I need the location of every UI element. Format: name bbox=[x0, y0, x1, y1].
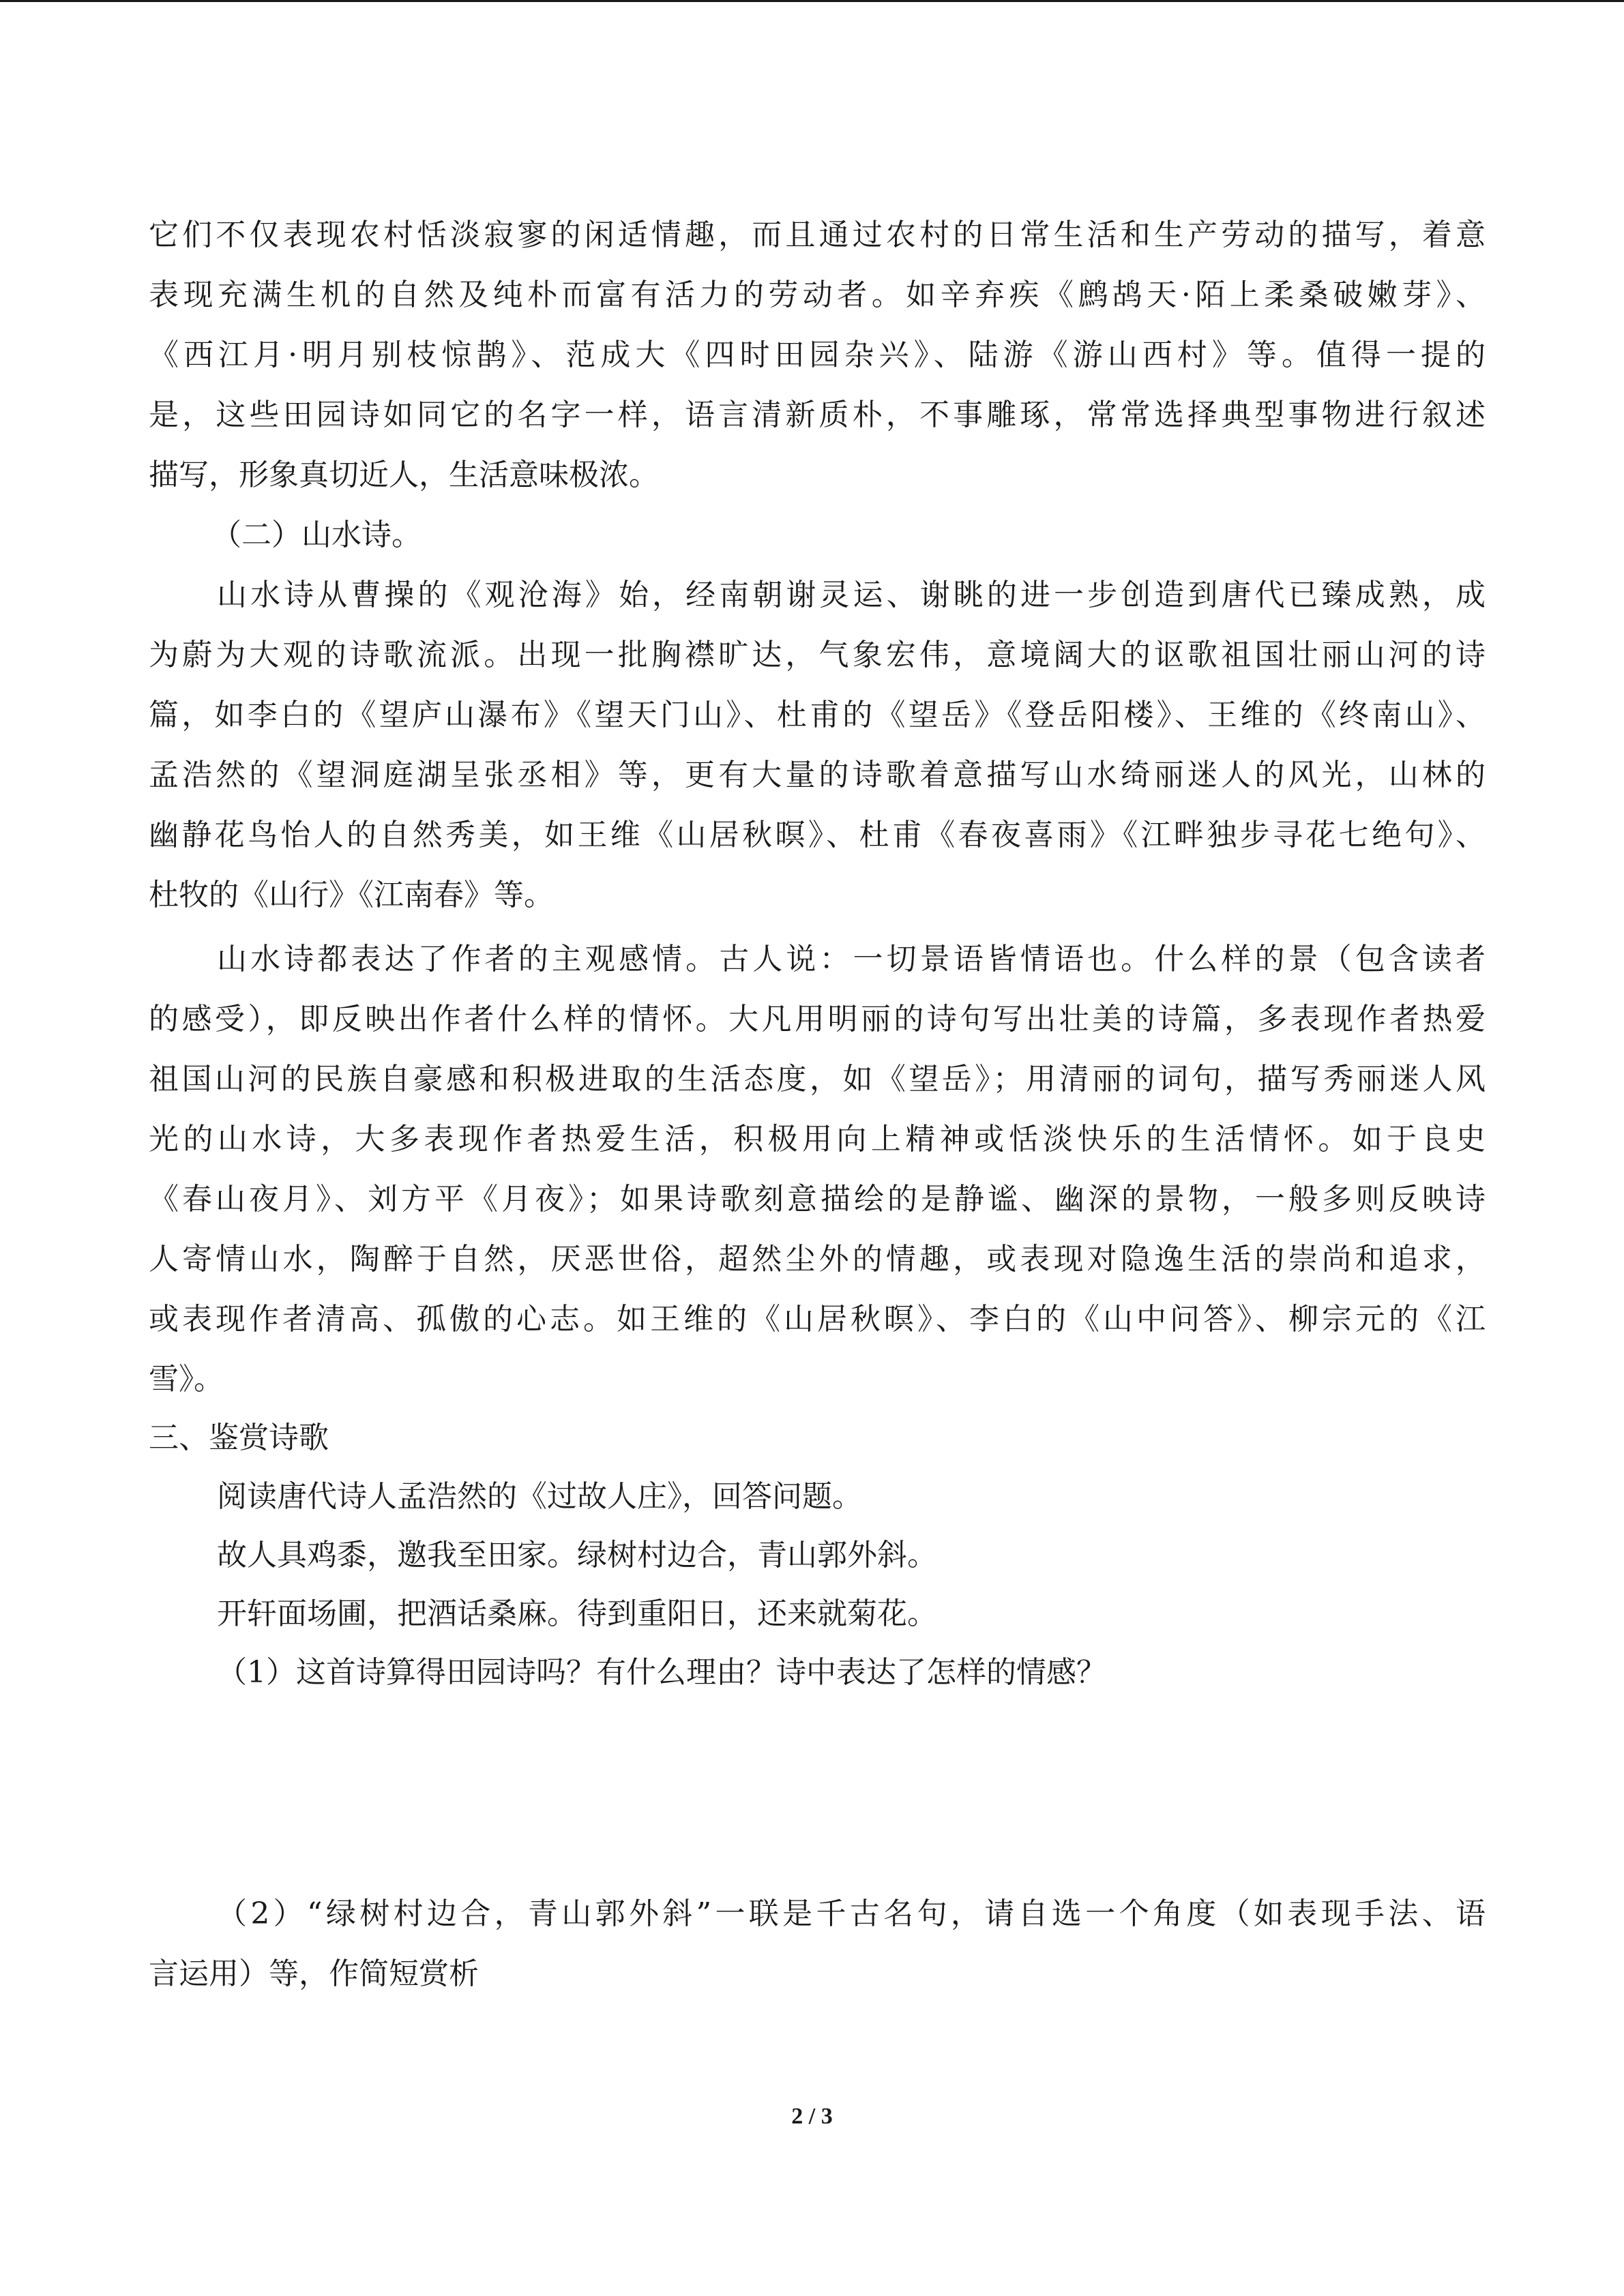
paragraph-line: 孟浩然的《望洞庭湖呈张丞相》等，更有大量的诗歌着意描写山水绮丽迷人的风光，山林的 bbox=[149, 758, 1486, 792]
paragraph-line: 描写，形象真切近人，生活意味极浓。 bbox=[149, 458, 659, 492]
page-number: 2 / 3 bbox=[791, 2104, 833, 2129]
paragraph-line: 是，这些田园诗如同它的名字一样，语言清新质朴，不事雕琢，常常选择典型事物进行叙述 bbox=[149, 398, 1486, 432]
paragraph-line: 雪》。 bbox=[149, 1362, 224, 1397]
paragraph-line: 表现充满生机的自然及纯朴而富有活力的劳动者。如辛弃疾《鹧鸪天·陌上柔桑破嫩芽》、 bbox=[149, 278, 1486, 312]
paragraph-line: 山水诗从曹操的《观沧海》始，经南朝谢灵运、谢眺的进一步创造到唐代已臻成熟，成 bbox=[217, 578, 1486, 612]
paragraph-line: 《春山夜月》、刘方平《月夜》；如果诗歌刻意描绘的是静谧、幽深的景物，一般多则反映诗 bbox=[149, 1182, 1486, 1217]
question-2: （2）“绿树村边合，青山郭外斜”一联是千古名句，请自选一个角度（如表现手法、语 bbox=[217, 1896, 1486, 1931]
question-2-continued: 言运用）等，作简短赏析 bbox=[149, 1956, 479, 1991]
top-border bbox=[0, 0, 1624, 2]
question-1: （1）这首诗算得田园诗吗？有什么理由？诗中表达了怎样的情感？ bbox=[217, 1655, 1106, 1690]
section-heading: （二）山水诗。 bbox=[211, 518, 422, 552]
paragraph-line: 人寄情山水，陶醉于自然，厌恶世俗，超然尘外的情趣，或表现对隐逸生活的崇尚和追求， bbox=[149, 1242, 1486, 1277]
question-intro: 阅读唐代诗人孟浩然的《过故人庄》，回答问题。 bbox=[217, 1479, 862, 1514]
paragraph-line: 它们不仅表现农村恬淡寂寥的闲适情趣，而且通过农村的日常生活和生产劳动的描写，着意 bbox=[149, 218, 1486, 252]
paragraph-line: 祖国山河的民族自豪感和积极进取的生活态度，如《望岳》；用清丽的词句，描写秀丽迷人风 bbox=[149, 1062, 1486, 1097]
paragraph-line: 光的山水诗，大多表现作者热爱生活，积极用向上精神或恬淡快乐的生活情怀。如于良史 bbox=[149, 1122, 1486, 1157]
paragraph-line: 或表现作者清高、孤傲的心志。如王维的《山居秋暝》、李白的《山中问答》、柳宗元的《江 bbox=[149, 1302, 1486, 1337]
paragraph-line: 杜牧的《山行》《江南春》等。 bbox=[149, 878, 554, 912]
section-heading: 三、鉴赏诗歌 bbox=[149, 1420, 329, 1455]
paragraph-line: 《西江月·明月别枝惊鹊》、范成大《四时田园杂兴》、陆游《游山西村》等。值得一提的 bbox=[149, 338, 1486, 372]
paragraph-line: 的感受），即反映出作者什么样的情怀。大凡用明丽的诗句写出壮美的诗篇，多表现作者热爱 bbox=[149, 1002, 1486, 1037]
poem-line: 故人具鸡黍，邀我至田家。绿树村边合，青山郭外斜。 bbox=[217, 1538, 937, 1572]
paragraph-line: 为蔚为大观的诗歌流派。出现一批胸襟旷达，气象宏伟，意境阔大的讴歌祖国壮丽山河的诗 bbox=[149, 638, 1486, 672]
paragraph-line: 篇，如李白的《望庐山瀑布》《望天门山》、杜甫的《望岳》《登岳阳楼》、王维的《终南山》、 bbox=[149, 698, 1486, 732]
poem-line: 开轩面场圃，把酒话桑麻。待到重阳日，还来就菊花。 bbox=[217, 1596, 937, 1631]
paragraph-line: 幽静花鸟怡人的自然秀美，如王维《山居秋暝》、杜甫《春夜喜雨》《江畔独步寻花七绝句》、 bbox=[149, 818, 1486, 852]
paragraph-line: 山水诗都表达了作者的主观感情。古人说：一切景语皆情语也。什么样的景（包含读者 bbox=[217, 942, 1486, 976]
